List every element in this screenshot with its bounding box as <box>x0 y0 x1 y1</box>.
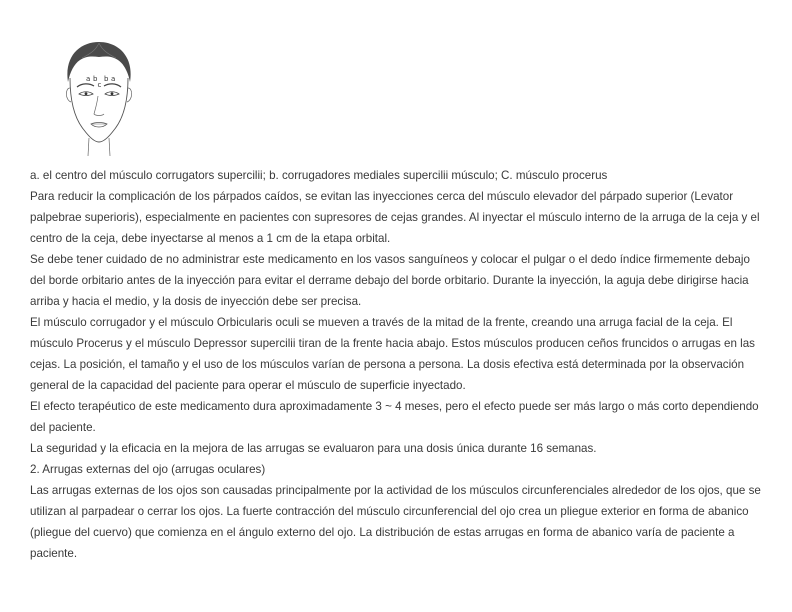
neck-right <box>109 138 110 156</box>
paragraph: La seguridad y la eficacia en la mejora de las arrugas se evaluaron para una dosis única durante 16 semanas. <box>30 442 597 455</box>
section-heading: 2. Arrugas externas del ojo (arrugas oculares) <box>30 463 266 476</box>
right-eyebrow <box>104 84 121 87</box>
nose <box>94 96 104 116</box>
face-diagram-icon <box>58 38 140 156</box>
neck-left <box>88 138 89 156</box>
label-c-center: c <box>97 81 102 89</box>
label-b-right: b <box>104 75 109 83</box>
lips <box>91 123 107 128</box>
paragraph: Las arrugas externas de los ojos son causadas principalmente por la actividad de los músculos circunferenciales alrededor de los ojos, que se utilizan al parpadear o cerrar los ojos. La fuerte contracción del músculo circunferencial del ojo crea un pliegue exterior en forma de abanico (pliegue del cuervo) que comienza en el ángulo externo del ojo. La distribución de estas arrugas en forma de abanico varía de paciente a paciente. <box>30 484 761 560</box>
left-pupil <box>85 92 88 95</box>
label-b-left: b <box>93 75 98 83</box>
paragraph: El efecto terapéutico de este medicamento dura aproximadamente 3 ~ 4 meses, pero el efecto puede ser más largo o más corto dependiendo del paciente. <box>30 400 759 434</box>
figure-caption: a. el centro del músculo corrugators supercilii; b. corrugadores mediales supercilii músculo; C. músculo procerus <box>30 169 608 182</box>
paragraph: El músculo corrugador y el músculo Orbicularis oculi se mueven a través de la mitad de la frente, creando una arruga facial de la ceja. El músculo Procerus y el músculo Depressor supercilii tiran de la frente hacia abajo. Estos músculos producen ceños fruncidos o arrugas en las cejas. La posición, el tamaño y el uso de los músculos varían de persona a persona. La dosis efectiva está determinada por la observación general de la capacidad del paciente para operar el músculo de superficie inyectado. <box>30 316 755 392</box>
body-text <box>30 165 766 564</box>
label-a-right: a <box>111 75 116 83</box>
hair-shape <box>67 42 130 82</box>
paragraph: Para reducir la complicación de los párpados caídos, se evitan las inyecciones cerca del músculo elevador del párpado superior (Levator palpebrae superioris), especialmente en pacientes con supresores de cejas grandes. Al inyectar el músculo interno de la arruga de la ceja y el centro de la ceja, debe inyectarse al menos a 1 cm de la etapa orbital. <box>30 190 760 245</box>
face-diagram <box>58 38 140 156</box>
right-pupil <box>111 92 114 95</box>
paragraph: Se debe tener cuidado de no administrar este medicamento en los vasos sanguíneos y colocar el pulgar o el dedo índice firmemente debajo del borde orbitario antes de la inyección para evitar el derrame debajo del borde orbitario. Durante la inyección, la aguja debe dirigirse hacia arriba y hacia el medio, y la dosis de inyección debe ser precisa. <box>30 253 750 308</box>
label-a-left: a <box>86 75 91 83</box>
left-eyebrow <box>77 84 94 87</box>
